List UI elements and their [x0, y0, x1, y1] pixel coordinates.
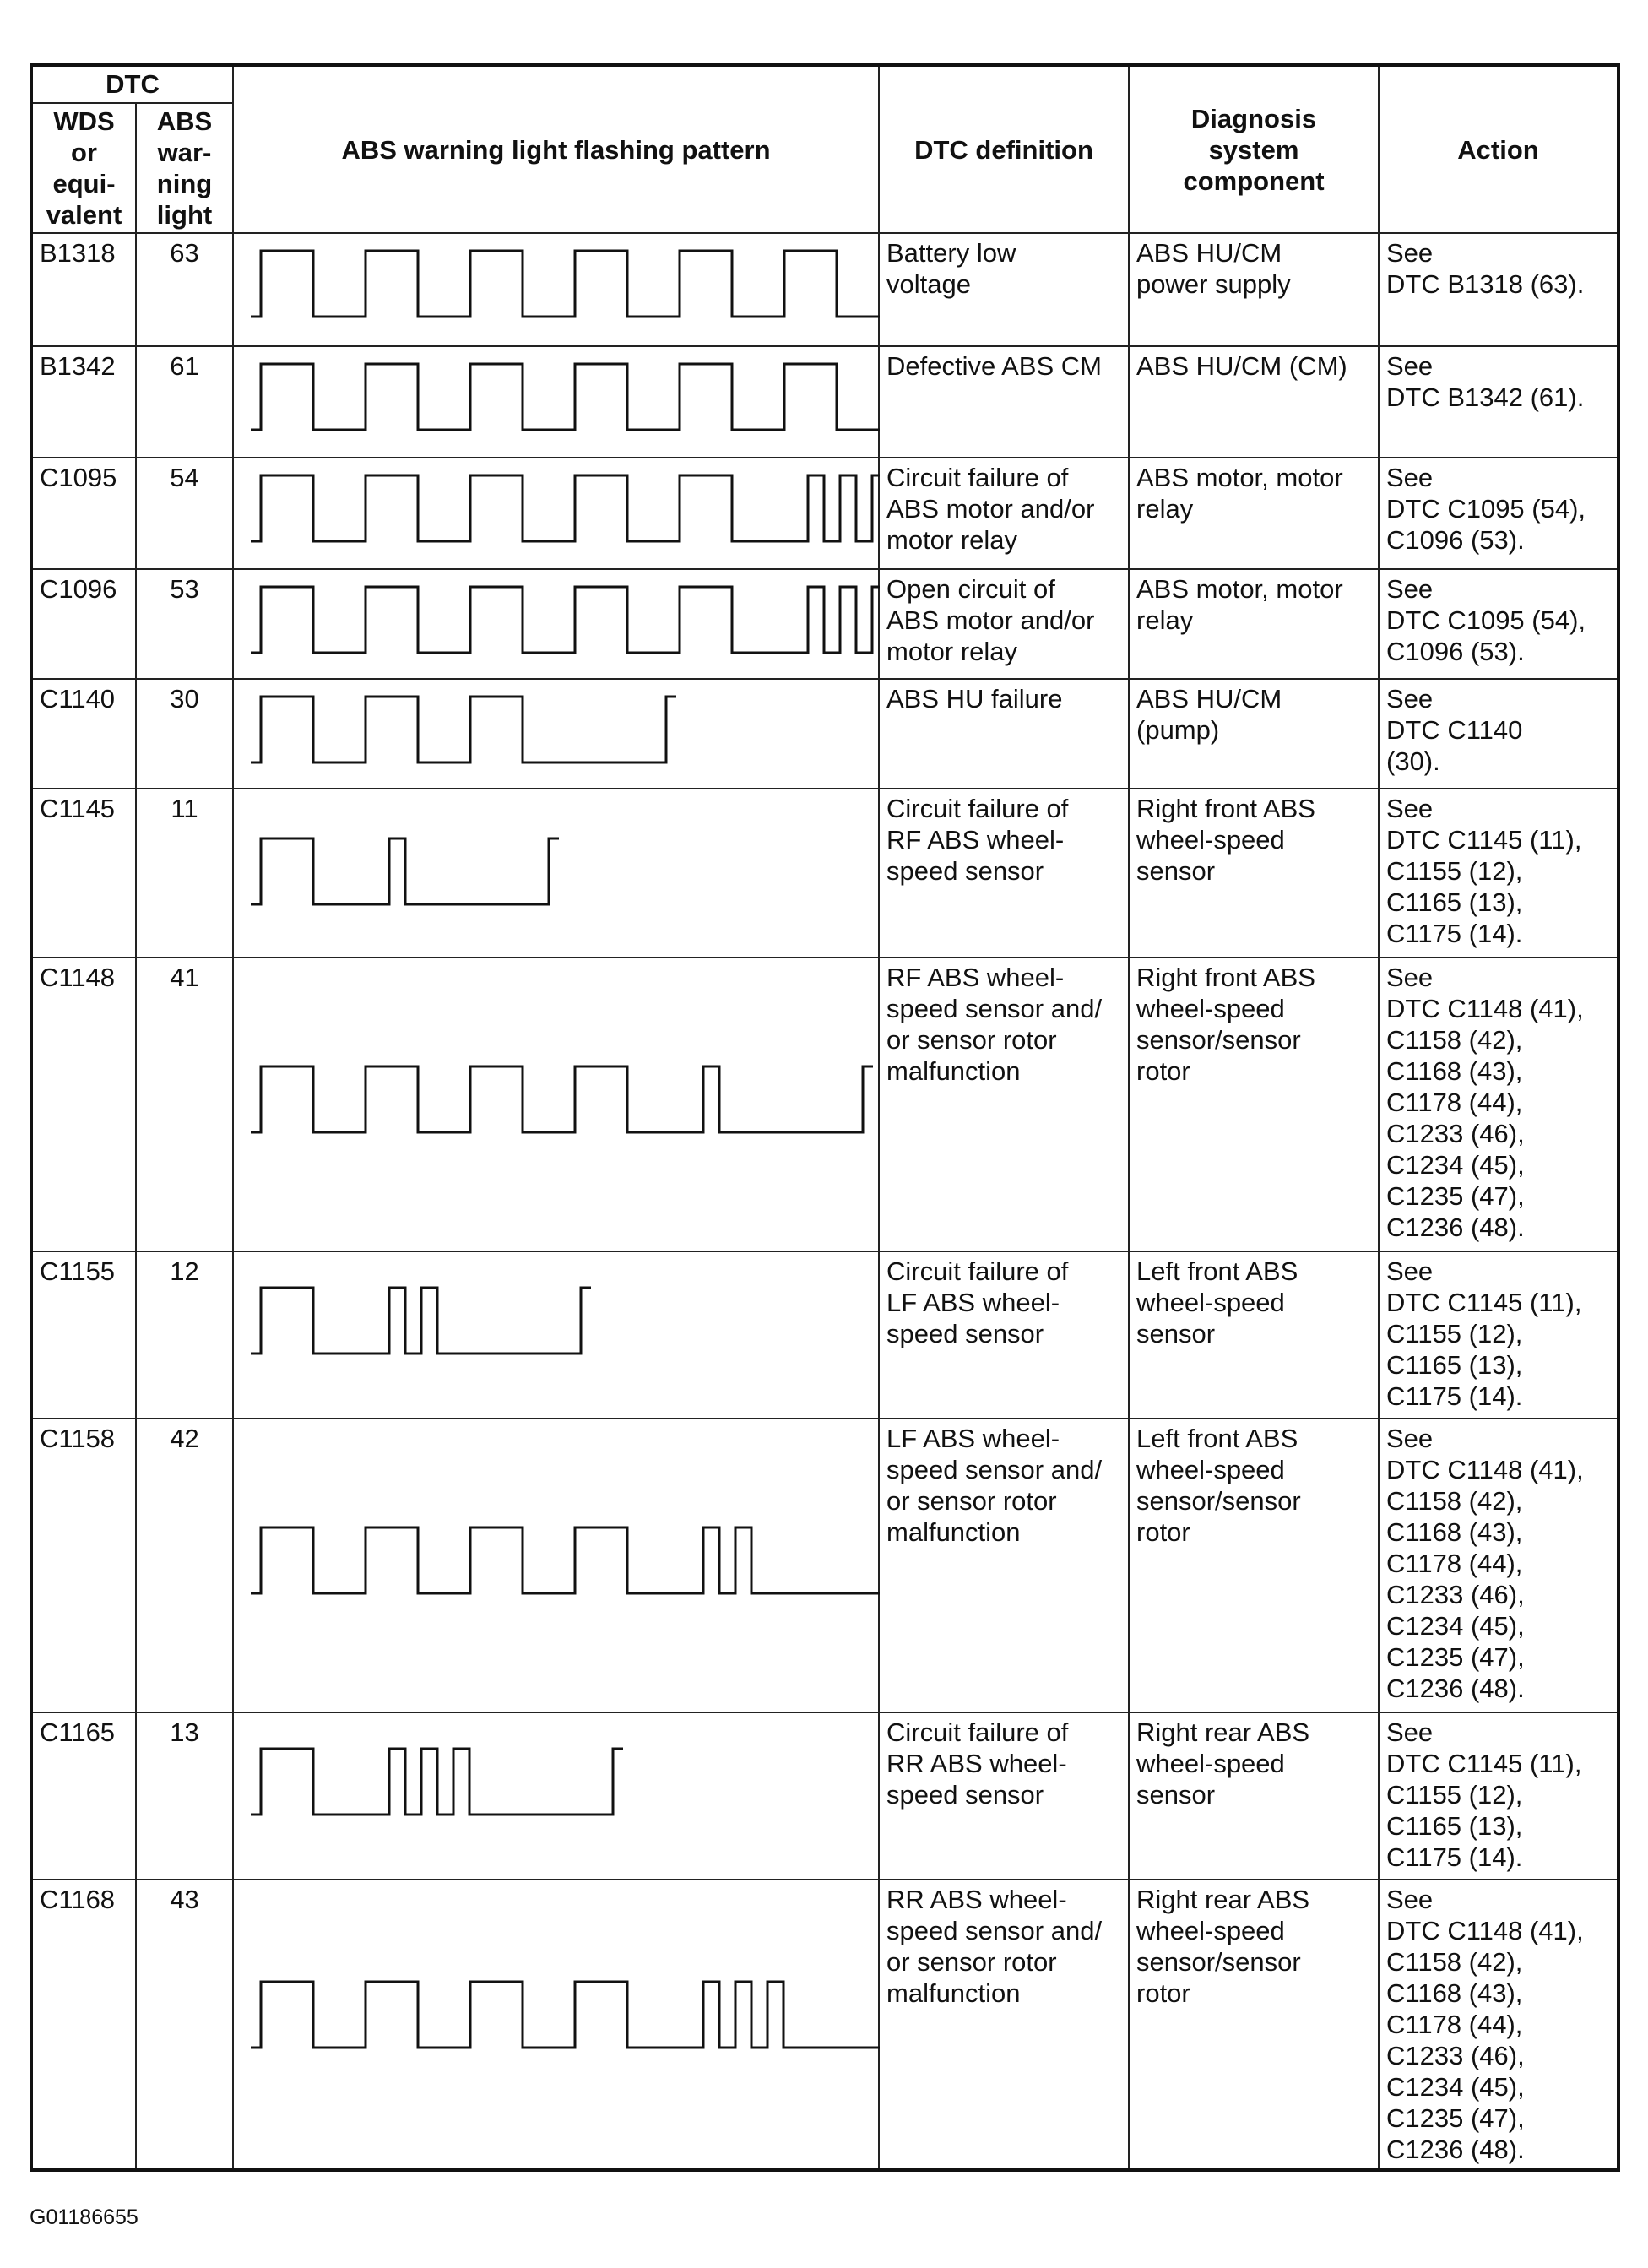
component-cell: Left front ABS wheel-speed sensor/sensor rotor: [1129, 1419, 1379, 1712]
table-row: [31, 958, 1618, 1251]
flash-pattern-cell: [233, 458, 879, 569]
table-row: [31, 569, 1618, 679]
pattern-header: ABS warning light flashing pattern: [233, 65, 879, 233]
flash-waveform: [251, 364, 880, 430]
abs-code-cell: 63: [136, 233, 233, 346]
flash-pattern-12: [234, 1252, 880, 1416]
dtc-group-header: DTC: [31, 65, 233, 103]
abs-code-cell: 30: [136, 679, 233, 789]
definition-header: DTC definition: [879, 65, 1129, 233]
component-cell: ABS motor, motor relay: [1129, 458, 1379, 569]
table-row: [31, 458, 1618, 569]
action-cell: See DTC C1145 (11), C1155 (12), C1165 (13), C1175 (14).: [1379, 1251, 1618, 1419]
action-cell: See DTC B1318 (63).: [1379, 233, 1618, 346]
flash-pattern-cell: [233, 1712, 879, 1880]
component-cell: Right front ABS wheel-speed sensor/sensor rotor: [1129, 958, 1379, 1251]
header-row-group: [31, 65, 1618, 103]
flash-pattern-cell: [233, 1251, 879, 1419]
flash-pattern-13: [234, 1713, 880, 1877]
wds-header: WDS or equi- valent: [31, 103, 136, 233]
flash-pattern-cell: [233, 569, 879, 679]
action-cell: See DTC C1140 (30).: [1379, 679, 1618, 789]
component-cell: Right rear ABS wheel-speed sensor: [1129, 1712, 1379, 1880]
action-cell: See DTC B1342 (61).: [1379, 346, 1618, 458]
action-cell: See DTC C1145 (11), C1155 (12), C1165 (13), C1175 (14).: [1379, 789, 1618, 958]
wds-code-cell: C1096: [31, 569, 136, 679]
wds-code-cell: B1342: [31, 346, 136, 458]
abs-header: ABS war- ning light: [136, 103, 233, 233]
flash-pattern-cell: [233, 679, 879, 789]
definition-cell: Battery low voltage: [879, 233, 1129, 346]
flash-pattern-cell: [233, 789, 879, 958]
flash-pattern-cell: [233, 1419, 879, 1712]
component-cell: ABS HU/CM (CM): [1129, 346, 1379, 458]
flash-waveform: [251, 1066, 873, 1132]
flash-waveform: [251, 838, 559, 904]
definition-cell: Circuit failure of RR ABS wheel- speed sensor: [879, 1712, 1129, 1880]
action-header: Action: [1379, 65, 1618, 233]
flash-pattern-30: [234, 680, 880, 786]
flash-pattern-cell: [233, 233, 879, 346]
definition-cell: Circuit failure of ABS motor and/or motor relay: [879, 458, 1129, 569]
table-row: [31, 1712, 1618, 1880]
wds-code-cell: C1148: [31, 958, 136, 1251]
action-cell: See DTC C1148 (41), C1158 (42), C1168 (43), C1178 (44), C1233 (46), C1234 (45), C1235 (47), C1236 (48).: [1379, 1419, 1618, 1712]
component-cell: ABS HU/CM (pump): [1129, 679, 1379, 789]
wds-code-cell: C1145: [31, 789, 136, 958]
table-row: [31, 1880, 1618, 2170]
wds-code-cell: C1140: [31, 679, 136, 789]
flash-waveform: [251, 475, 880, 541]
flash-pattern-43: [234, 1880, 880, 2164]
table-row: [31, 346, 1618, 458]
flash-pattern-54: [234, 458, 880, 567]
definition-cell: LF ABS wheel- speed sensor and/ or sensor rotor malfunction: [879, 1419, 1129, 1712]
table-row: [31, 1419, 1618, 1712]
table-row: [31, 1251, 1618, 1419]
abs-code-cell: 13: [136, 1712, 233, 1880]
flash-waveform: [251, 587, 880, 653]
abs-code-cell: 42: [136, 1419, 233, 1712]
abs-code-cell: 53: [136, 569, 233, 679]
flash-waveform: [251, 1527, 880, 1593]
action-cell: See DTC C1095 (54), C1096 (53).: [1379, 569, 1618, 679]
flash-pattern-cell: [233, 1880, 879, 2170]
flash-pattern-63: [234, 234, 880, 344]
wds-code-cell: C1155: [31, 1251, 136, 1419]
dtc-table-body: [31, 233, 1618, 2170]
flash-waveform: [251, 1749, 623, 1815]
abs-code-cell: 43: [136, 1880, 233, 2170]
abs-code-cell: 11: [136, 789, 233, 958]
wds-code-cell: C1168: [31, 1880, 136, 2170]
component-header: Diagnosis system component: [1129, 65, 1379, 233]
definition-cell: ABS HU failure: [879, 679, 1129, 789]
wds-code-cell: C1165: [31, 1712, 136, 1880]
component-cell: Right front ABS wheel-speed sensor: [1129, 789, 1379, 958]
flash-pattern-42: [234, 1419, 880, 1710]
component-cell: Left front ABS wheel-speed sensor: [1129, 1251, 1379, 1419]
definition-cell: Open circuit of ABS motor and/or motor relay: [879, 569, 1129, 679]
abs-code-cell: 12: [136, 1251, 233, 1419]
wds-code-cell: C1158: [31, 1419, 136, 1712]
abs-code-cell: 61: [136, 346, 233, 458]
table-row: [31, 679, 1618, 789]
component-cell: Right rear ABS wheel-speed sensor/sensor rotor: [1129, 1880, 1379, 2170]
flash-pattern-41: [234, 958, 880, 1249]
component-cell: ABS motor, motor relay: [1129, 569, 1379, 679]
flash-pattern-cell: [233, 346, 879, 458]
definition-cell: Circuit failure of LF ABS wheel- speed sensor: [879, 1251, 1129, 1419]
flash-waveform: [251, 251, 880, 317]
flash-pattern-cell: [233, 958, 879, 1251]
abs-code-cell: 41: [136, 958, 233, 1251]
flash-waveform: [251, 1288, 591, 1354]
flash-pattern-53: [234, 570, 880, 676]
action-cell: See DTC C1145 (11), C1155 (12), C1165 (13), C1175 (14).: [1379, 1712, 1618, 1880]
dtc-table: [30, 63, 1620, 2172]
flash-waveform: [251, 1982, 880, 2048]
definition-cell: RR ABS wheel- speed sensor and/ or sensor rotor malfunction: [879, 1880, 1129, 2170]
flash-waveform: [251, 697, 676, 762]
flash-pattern-11: [234, 789, 880, 955]
action-cell: See DTC C1095 (54), C1096 (53).: [1379, 458, 1618, 569]
definition-cell: RF ABS wheel- speed sensor and/ or sensor rotor malfunction: [879, 958, 1129, 1251]
definition-cell: Circuit failure of RF ABS wheel- speed sensor: [879, 789, 1129, 958]
table-row: [31, 233, 1618, 346]
abs-code-cell: 54: [136, 458, 233, 569]
table-row: [31, 789, 1618, 958]
figure-id: G01186655: [30, 2206, 138, 2229]
wds-code-cell: C1095: [31, 458, 136, 569]
flash-pattern-61: [234, 347, 880, 455]
component-cell: ABS HU/CM power supply: [1129, 233, 1379, 346]
action-cell: See DTC C1148 (41), C1158 (42), C1168 (43), C1178 (44), C1233 (46), C1234 (45), C1235 (47), C1236 (48).: [1379, 1880, 1618, 2170]
wds-code-cell: B1318: [31, 233, 136, 346]
action-cell: See DTC C1148 (41), C1158 (42), C1168 (43), C1178 (44), C1233 (46), C1234 (45), C1235 (47), C1236 (48).: [1379, 958, 1618, 1251]
definition-cell: Defective ABS CM: [879, 346, 1129, 458]
